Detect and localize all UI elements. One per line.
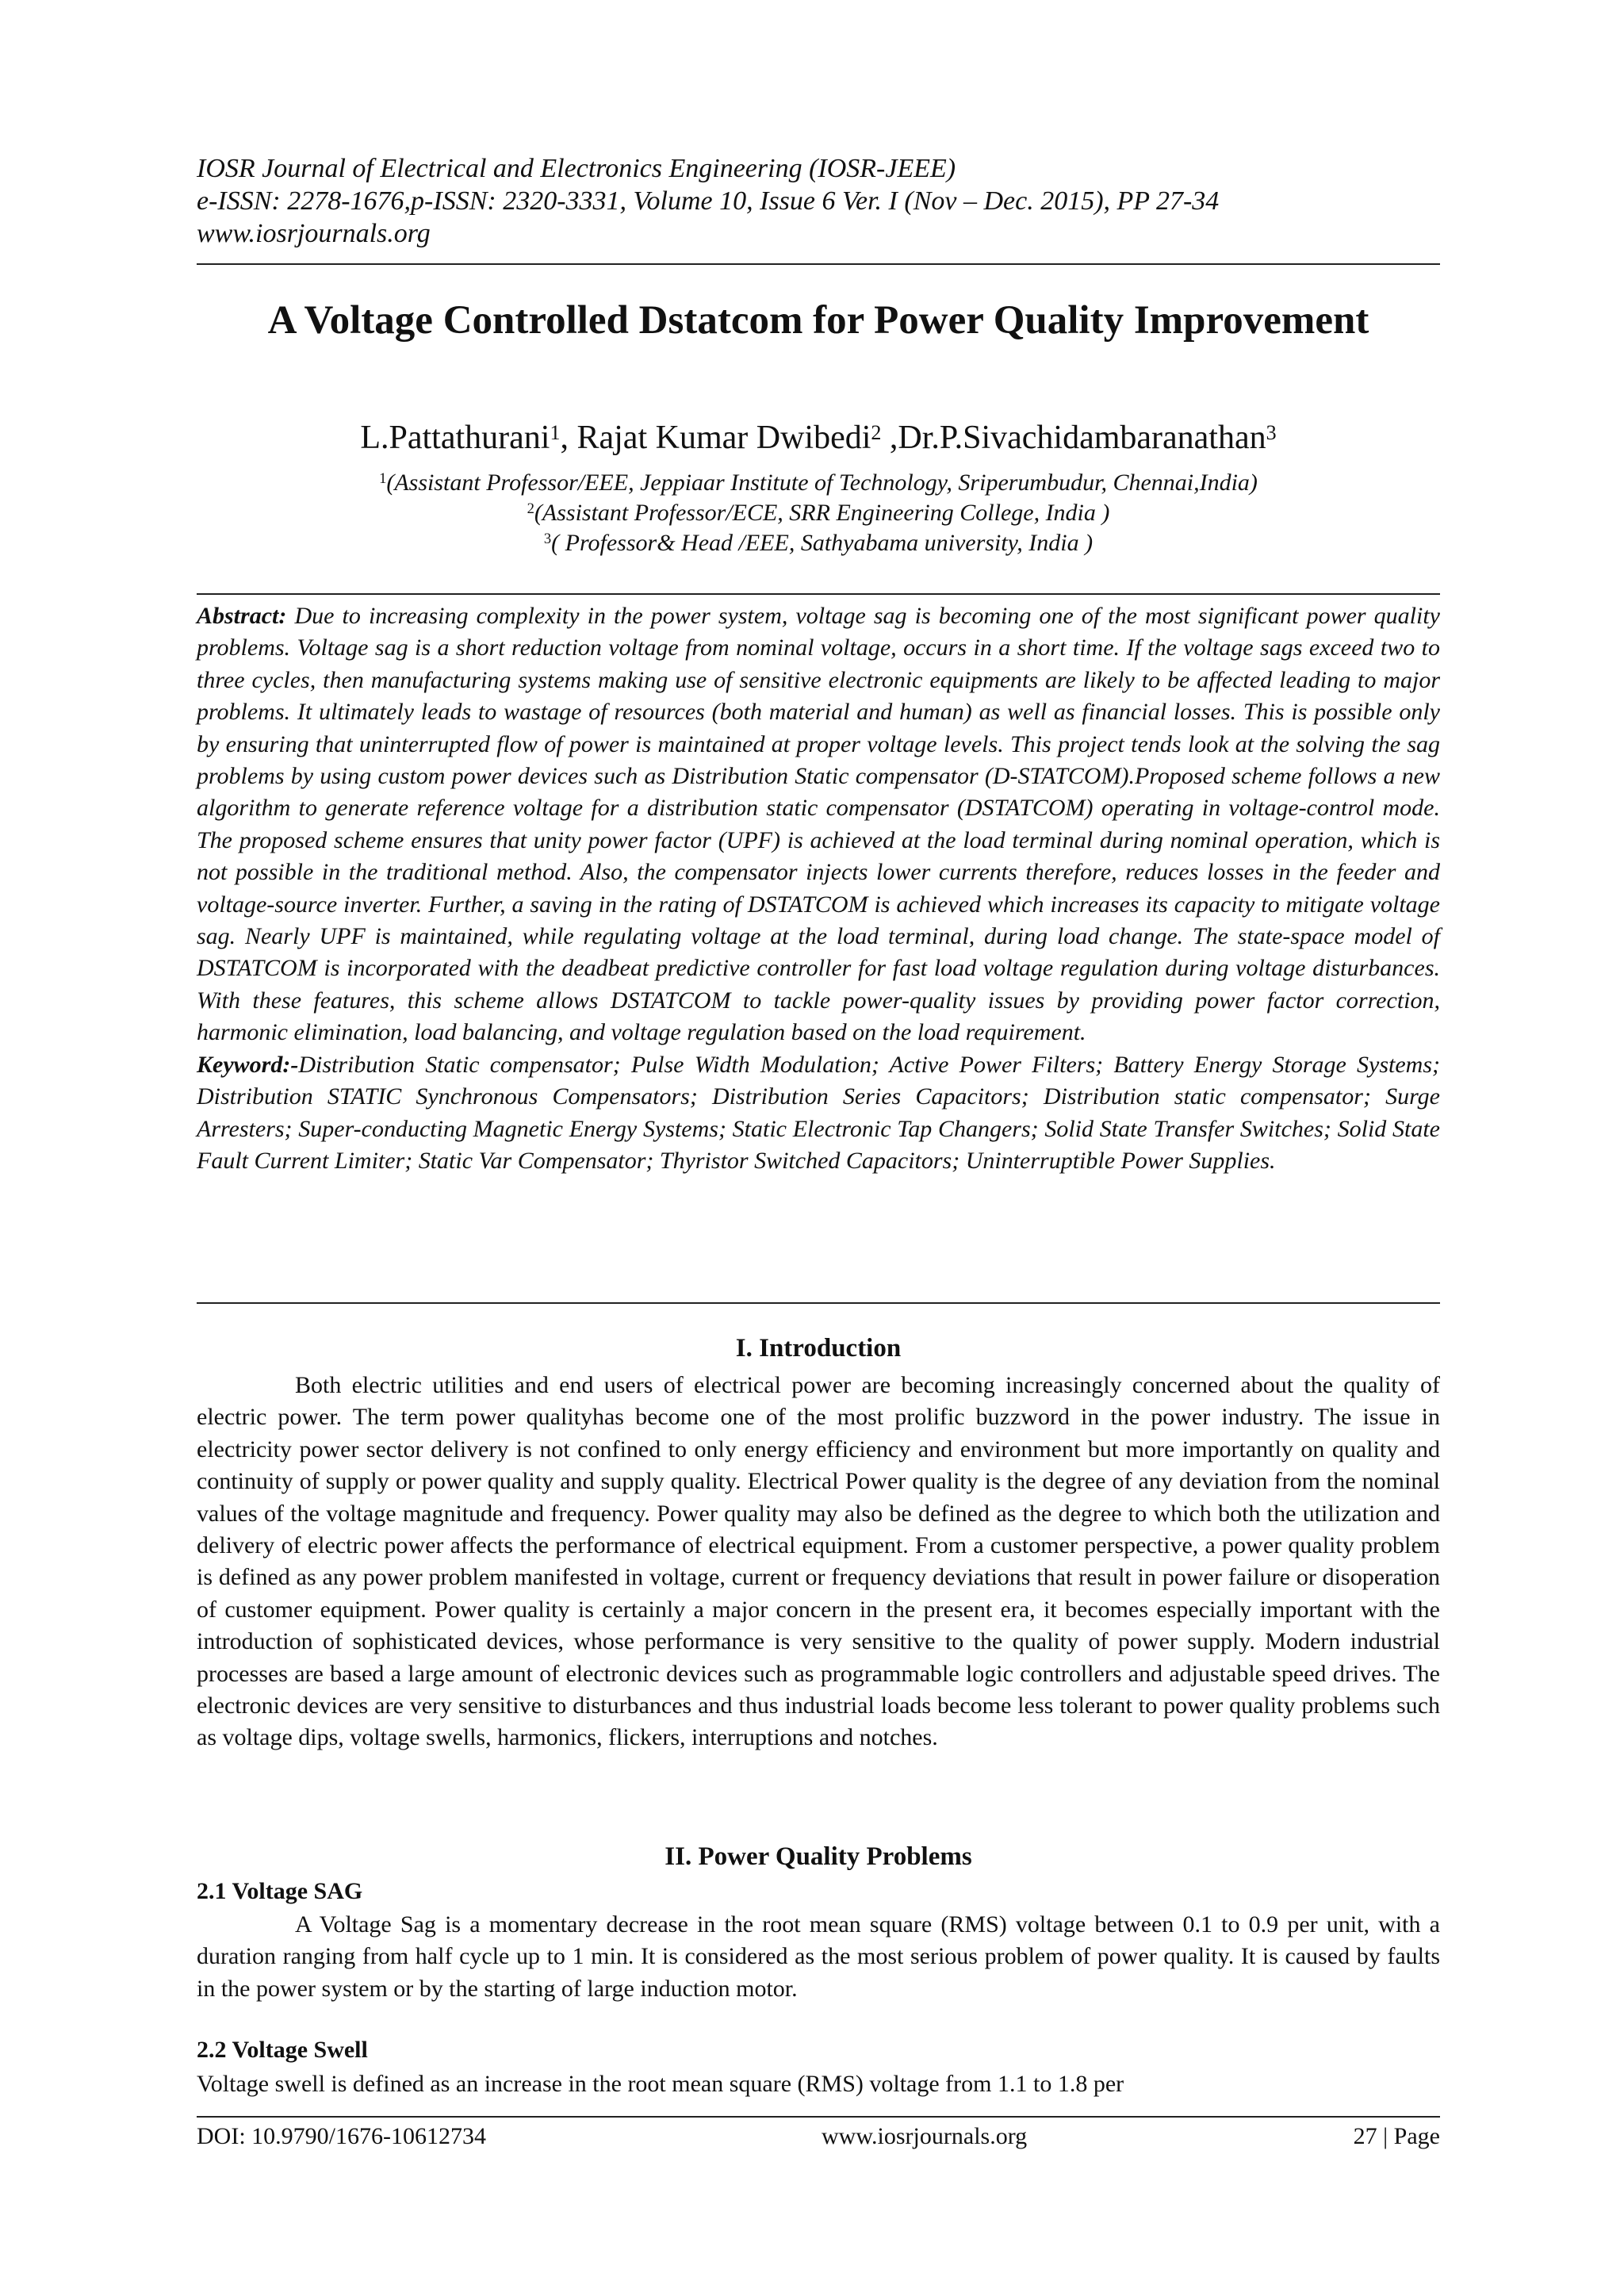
subsection-heading-voltage-swell: 2.2 Voltage Swell (197, 2037, 368, 2063)
affiliation-sup: 1 (379, 470, 387, 488)
journal-name: IOSR Journal of Electrical and Electronics Engineering (IOSR-JEEE) (197, 154, 956, 183)
author-list (197, 417, 1440, 458)
subsection-heading-voltage-sag: 2.1 Voltage SAG (197, 1878, 363, 1904)
journal-header (197, 152, 1440, 250)
author-sep: , (560, 420, 577, 456)
abstract-text: Due to increasing complexity in the power system, voltage sag is becoming one of the most significant power quality problems. Voltage sag is a short reduction voltage from nominal voltage, occurs in a short time. If the voltage sags exceed two to three cycles, then manufacturing systems making use of sensitive electronic equipments are likely to be affected leading to major problems. It ultimately leads to wastage of resources (both material and human) as well as financial losses. This is possible only by ensuring that uninterrupted flow of power is maintained at proper voltage levels. This project tends look at the solving the sag problems by using custom power devices such as Distribution Static compensator (D-STATCOM).Proposed scheme follows a new algorithm to generate reference voltage for a distribution static compensator (DSTATCOM) operating in voltage-control mode. The proposed scheme ensures that unity power factor (UPF) is achieved at the load terminal during nominal operation, which is not possible in the traditional method. Also, the compensator injects lower currents therefore, reduces losses in the feeder and voltage-source inverter. Further, a saving in the rating of DSTATCOM is achieved which increases its capacity to mitigate voltage sag. Nearly UPF is maintained, while regulating voltage at the load terminal, during load change. The state-space model of DSTATCOM is incorporated with the deadbeat predictive controller for fast load voltage regulation during voltage disturbances. With these features, this scheme allows DSTATCOM to tackle power-quality issues by providing power factor correction, harmonic elimination, load balancing, and voltage regulation based on the load requirement. (197, 603, 1440, 1046)
voltage-sag-paragraph: A Voltage Sag is a momentary decrease in the root mean square (RMS) voltage between 0.1 to 0.9 per unit, with a duration ranging from half cycle up to 1 min. It is considered as the most serious problem of power quality. It is caused by faults in the power system or by the starting of large induction motor. (197, 1911, 1440, 2002)
introduction-section (197, 1370, 1440, 1754)
author-sep: , (881, 420, 898, 456)
journal-issn: e-ISSN: 2278-1676,p-ISSN: 2320-3331, Volume 10, Issue 6 Ver. I (Nov – Dec. 2015), PP 27-34 (197, 186, 1220, 216)
author-sup: 1 (550, 420, 561, 444)
introduction-paragraph: Both electric utilities and end users of electrical power are becoming increasingly concerned about the quality of electric power. The term power qualityhas become one of the most prolific buzzword in the power industry. The issue in electricity power sector delivery is not confined to only energy efficiency and environment but more importantly on quality and continuity of supply or power quality and supply quality. Electrical Power quality is the degree of any deviation from the nominal values of the voltage magnitude and frequency. Power quality may also be defined as the degree to which both the utilization and delivery of electric power affects the performance of electrical equipment. From a customer perspective, a power quality problem is defined as any power problem manifested in voltage, current or frequency deviations that result in power failure or disoperation of customer equipment. Power quality is certainly a major concern in the present era, it becomes especially important with the introduction of sophisticated devices, whose performance is very sensitive to the quality of power supply. Modern industrial processes are based a large amount of electronic devices such as programmable logic controllers and adjustable speed drives. The electronic devices are very sensitive to disturbances and thus industrial loads become less tolerant to power quality problems such as voltage dips, voltage swells, harmonics, flickers, interruptions and notches. (197, 1372, 1440, 1751)
footer-website: www.iosrjournals.org (822, 2123, 1028, 2149)
author-name: Rajat Kumar Dwibedi (576, 420, 871, 456)
keywords-text: Distribution Static compensator; Pulse Width Modulation; Active Power Filters; Battery Energy Storage Systems; Distribution STATIC Synchronous Compensators; Distribution Series Capacitors; Distribution static compensator; Surge Arresters; Super-conducting Magnetic Energy Systems; Static Electronic Tap Changers; Solid State Transfer Switches; Solid State Fault Current Limiter; Static Var Compensator; Thyristor Switched Capacitors; Uninterruptible Power Supplies. (197, 1051, 1440, 1174)
abstract-bottom-rule (197, 1302, 1440, 1304)
abstract-paragraph (197, 600, 1440, 1049)
journal-website: www.iosrjournals.org (197, 219, 431, 248)
affiliation (197, 528, 1440, 558)
footer-rule (197, 2116, 1440, 2118)
header-rule (197, 263, 1440, 265)
section-heading-introduction: I. Introduction (735, 1334, 902, 1363)
affiliation-text: (Assistant Professor/ECE, SRR Engineering College, India ) (534, 500, 1110, 526)
keywords-label: Keyword:- (197, 1051, 299, 1078)
author-name: Dr.P.Sivachidambaranathan (898, 420, 1266, 456)
affiliation-text: ( Professor& Head /EEE, Sathyabama university, India ) (551, 530, 1094, 556)
abstract (197, 600, 1440, 1177)
paper-title: A Voltage Controlled Dstatcom for Power Quality Improvement (267, 298, 1369, 343)
abstract-top-rule (197, 593, 1440, 595)
voltage-swell-section (197, 2068, 1440, 2100)
voltage-swell-paragraph: Voltage swell is defined as an increase in the root mean square (RMS) voltage from 1.1 to 1.8 per (197, 2071, 1124, 2097)
author-sup: 3 (1266, 420, 1277, 444)
footer-doi: DOI: 10.9790/1676-10612734 (197, 2123, 486, 2149)
author-name: L.Pattathurani (360, 420, 550, 456)
affiliation-sup: 2 (527, 500, 534, 518)
author-sup: 2 (871, 420, 882, 444)
affiliation-text: (Assistant Professor/EEE, Jeppiaar Institute of Technology, Sriperumbudur, Chennai,India) (386, 470, 1258, 496)
affiliation (197, 498, 1440, 528)
affiliation-list (197, 468, 1440, 558)
voltage-sag-section (197, 1909, 1440, 2005)
affiliation (197, 468, 1440, 498)
keywords-paragraph (197, 1049, 1440, 1178)
footer-page-number: 27 | Page (1353, 2123, 1440, 2149)
section-heading-power-quality: II. Power Quality Problems (665, 1842, 972, 1871)
abstract-label: Abstract: (197, 603, 287, 629)
affiliation-sup: 3 (543, 531, 552, 548)
